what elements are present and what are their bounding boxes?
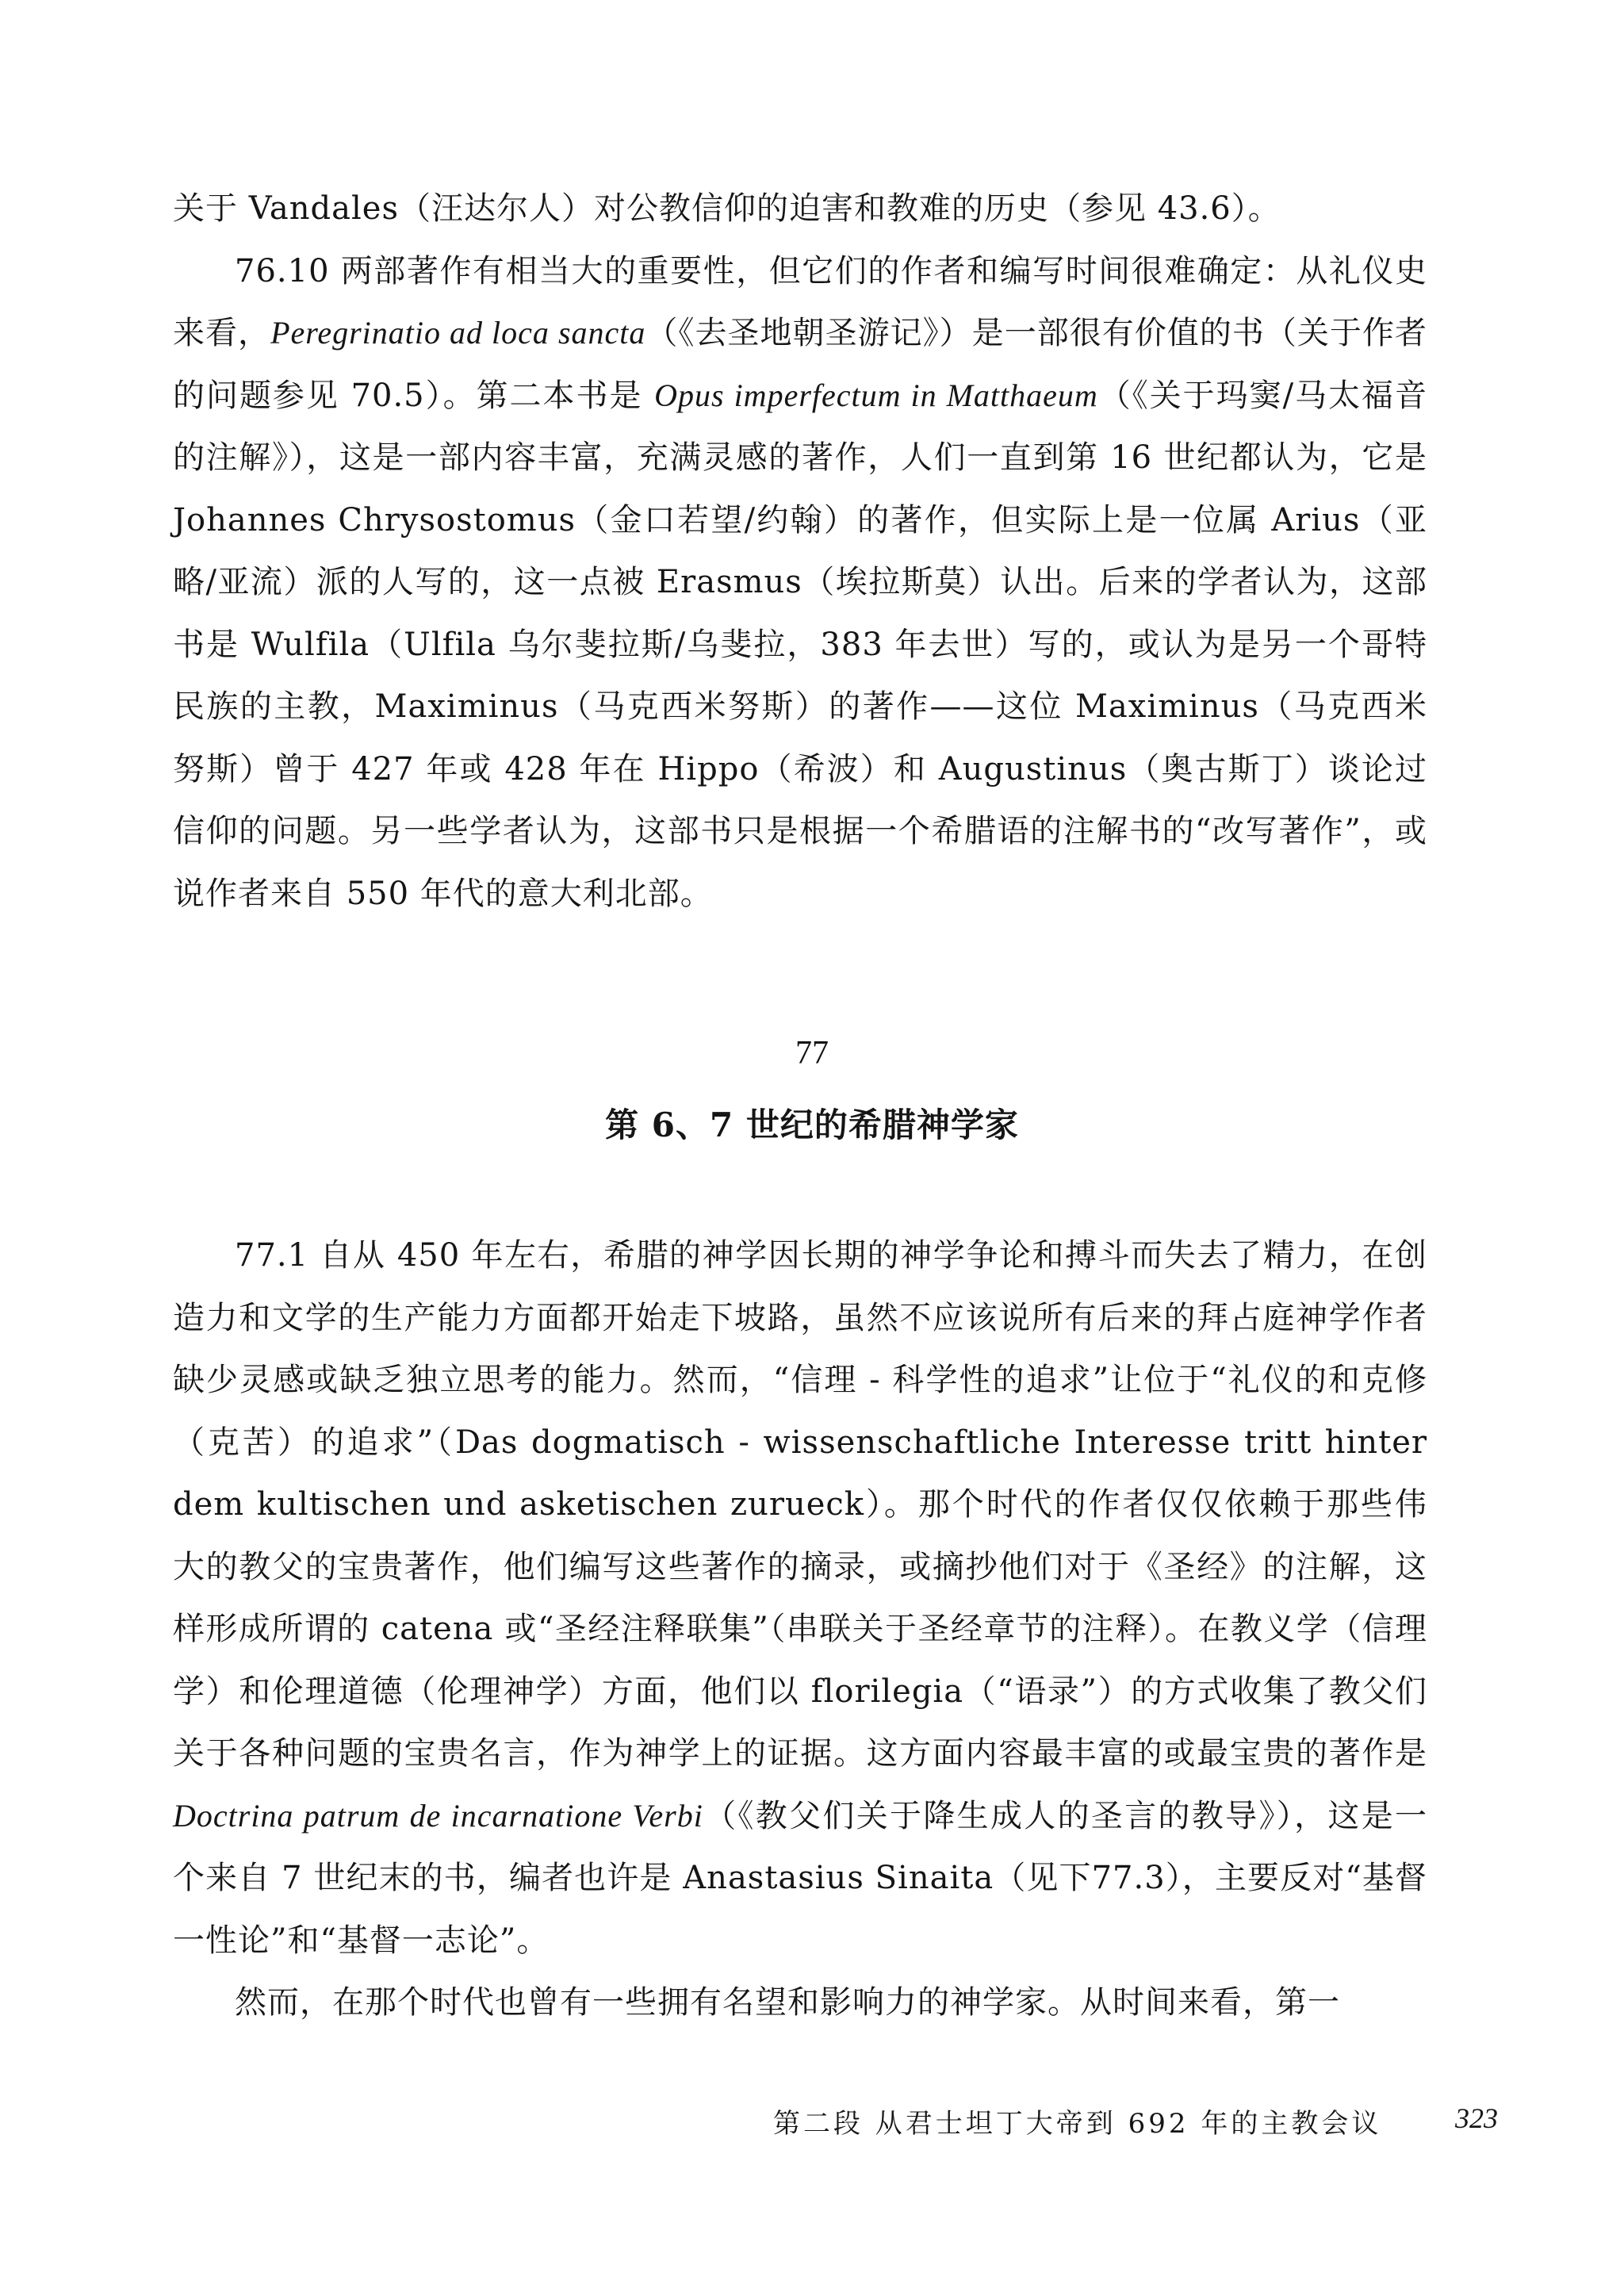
running-footer: [773, 2102, 1498, 2140]
text-block-bottom: [173, 1224, 1427, 2034]
paragraph-final: 然而，在那个时代也曾有一些拥有名望和影响力的神学家。从时间来看，第一: [235, 1984, 1340, 2021]
paragraph-77-1-part-a: 77.1 自从 450 年左右，希腊的神学因长期的神学争论和搏斗而失去了精力，在创造力和文学的生产能力方面都开始走下坡路，虽然不应该说所有后来的拜占庭神学作者缺少灵感或缺乏独立思考的能力。然而，“信理 - 科学性的追求”让位于“礼仪的和克修（克苦）的追求”（Das dogmatisch - wissenschaftliche Interesse tritt hinter dem kultischen und asketischen zurueck）。那个时代的作者仅仅依赖于那些伟大的教父的宝贵著作，他们编写这些著作的摘录，或摘抄他们对于《圣经》的注解，这样形成所谓的 catena 或“圣经注释联集”（串联关于圣经章节的注释）。在教义学（信理学）和伦理道德（伦理神学）方面，他们以 florilegia（“语录”）的方式收集了教父们关于各种问题的宝贵名言，作为神学上的证据。这方面内容最丰富的或最宝贵的著作是: [173, 1237, 1427, 1772]
paragraph-76-10-part-a: 76.10 两部著作有相当大的重要性，但它们的作者和编写时间很难确定：从礼仪史来看，: [173, 252, 1427, 351]
paragraph-77-1-part-b: （《教父们关于降生成人的圣言的教导》），这是一个来自 7 世纪末的书，编者也许是 Anastasius Sinaita（见下77.3），主要反对“基督一性论”和“基督一志论”。: [173, 1797, 1428, 1959]
work-title-peregrinatio: Peregrinatio ad loca sancta: [270, 315, 646, 351]
page-number: 323: [1455, 2102, 1498, 2134]
work-title-opus-imperfectum: Opus imperfectum in Matthaeum: [654, 377, 1098, 413]
footer-section-title: 第二段 从君士坦丁大帝到 692 年的主教会议: [773, 2108, 1382, 2140]
chapter-title: 第 6、7 世纪的希腊神学家: [605, 1106, 1019, 1144]
paragraph-76-10: [173, 240, 1427, 925]
paragraph-76-10-part-c: （《关于玛窦/马太福音的注解》），这是一部内容丰富，充满灵感的著作，人们一直到第 16 世纪都认为，它是 Johannes Chrysostomus（金口若望/约翰）的著作，但实际上是一位属 Arius（亚略/亚流）派的人写的，这一点被 Erasmus（埃拉斯莫）认出。后来的学者认为，这部书是 Wulfila（Ulfila 乌尔斐拉斯/乌斐拉，383 年去世）写的，或认为是另一个哥特民族的主教，Maximinus（马克西米努斯）的著作——这位 Maximinus（马克西米努斯）曾于 427 年或 428 年在 Hippo（希波）和 Augustinus（奥古斯丁）谈论过信仰的问题。另一些学者认为，这部书只是根据一个希腊语的注解书的“改写著作”，或说作者来自 550 年代的意大利北部。: [173, 377, 1427, 912]
paragraph-76-10-part-b: （《去圣地朝圣游记》）是一部很有价值的书（关于作者的问题参见 70.5）。第二本书是: [173, 315, 1428, 414]
paragraph-77-1: [173, 1224, 1427, 1972]
paragraph-continued: 关于 Vandales（汪达尔人）对公教信仰的迫害和教难的历史（参见 43.6）。: [173, 190, 1281, 227]
text-block-top: [173, 178, 1427, 925]
work-title-doctrina-patrum: Doctrina patrum de incarnatione Verbi: [173, 1797, 703, 1834]
chapter-number: 77: [795, 1035, 829, 1071]
